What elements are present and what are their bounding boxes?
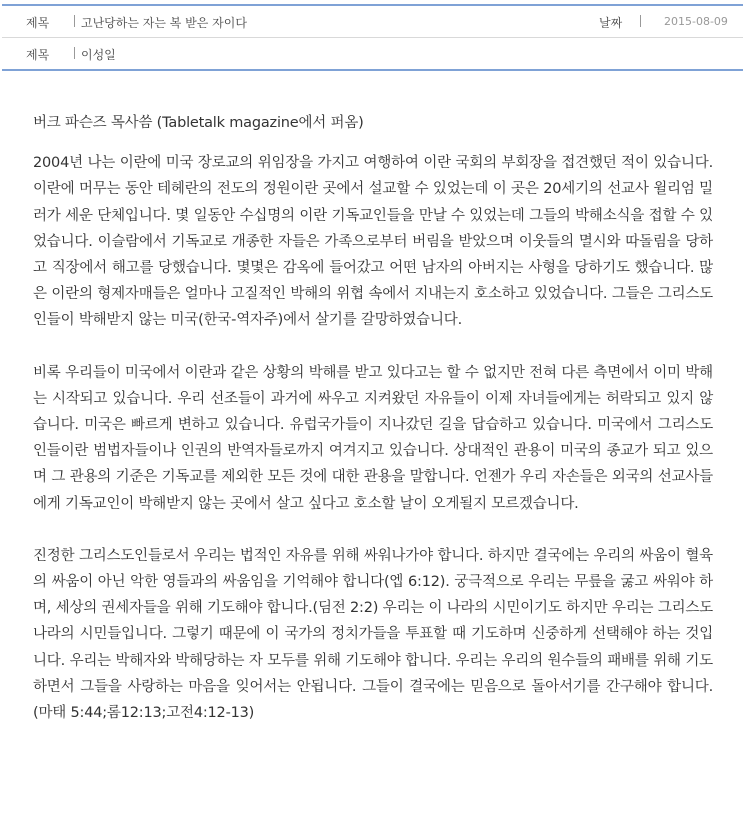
divider <box>74 47 75 59</box>
post-meta-table <box>2 4 743 71</box>
article-paragraph-3: 진정한 그리스도인들로서 우리는 법적인 자유를 위해 싸워나가야 합니다. 하지만 결국에는 우리의 싸움이 혈육의 싸움이 아닌 악한 영들과의 싸움임을 기억해야 합니다(엡 6:12). 궁극적으로 우리는 무릎을 굻고 싸워야 하며, 세상의 권세자들을 위해 기도해야 합니다.(딤전 2:2) 우리는 이 나라의 시민이기도 하지만 우리는 그리스도 나라의 시민들입니다. 그렇기 때문에 이 국가의 정치가들을 투표할 때 기도하며 신중하게 선택해야 하는 것입니다. 우리는 박해자와 박해당하는 자 모두를 위해 기도해야 합니다. 우리는 우리의 원수들의 패배를 위해 기도하면서 그들을 사랑하는 마음을 잊어서는 안됩니다. 그들이 결국에는 믿음으로 돌아서기를 간구해야 합니다. (마태 5:44;롬12:13;고전4:12-13) <box>33 547 713 722</box>
divider <box>640 15 641 27</box>
article-body <box>33 110 713 726</box>
post-title: 고난당하는 자는 복 받은 자이다 <box>81 16 247 30</box>
post-date: 2015-08-09 <box>664 15 728 28</box>
title-row <box>2 6 743 37</box>
divider <box>74 15 75 27</box>
article-paragraph-1: 2004년 나는 이란에 미국 장로교의 위임장을 가지고 여행하여 이란 국회의 부회장을 접견했던 적이 있습니다. 이란에 머무는 동안 테헤란의 전도의 정원이란 곳에서 설교할 수 있었는데 이 곳은 20세기의 선교사 윌리엄 밀러가 세운 단체입니다. 몇 일동안 수십명의 이란 기독교인들을 만날 수 있었는데 그들의 박해소식을 접할 수 있었습니다. 이슬람에서 기독교로 개종한 자들은 가족으로부터 버림을 받았으며 이웃들의 멸시와 따돌림을 당하고 직장에서 해고를 당했습니다. 몇몇은 감옥에 들어갔고 어떤 남자의 아버지는 사형을 당하기도 했습니다. 많은 이란의 형제자매들은 얼마나 고질적인 박해의 위협 속에서 지내는지 호소하고 있었습니다. 그들은 그리스도인들이 박해받지 않는 미국(한국-역자주)에서 살기를 갈망하였습니다. <box>33 155 713 329</box>
post-author: 이성일 <box>81 48 116 62</box>
author-label: 제목 <box>26 48 50 62</box>
author-row <box>2 37 743 69</box>
date-label: 날짜 <box>599 16 623 30</box>
article-paragraph-2: 비록 우리들이 미국에서 이란과 같은 상황의 박해를 받고 있다고는 할 수 없지만 전혀 다른 측면에서 이미 박해는 시작되고 있습니다. 우리 선조들이 과거에 싸우고 지켜왔던 자유들이 이제 자녀들에게는 허락되고 있지 않습니다. 미국은 빠르게 변하고 있습니다. 유럽국가들이 지나갔던 길을 답습하고 있습니다. 미국에서 그리스도인들이란 범법자들이나 인권의 반역자들로까지 여겨지고 있습니다. 상대적인 관용이 미국의 종교가 되고 있으며 그 관용의 기준은 기독교를 제외한 모든 것에 대한 관용을 말합니다. 언젠가 우리 자손들은 외국의 선교사들에게 기독교인이 박해받지 않는 곳에서 살고 싶다고 호소할 날이 오게될지 모르겠습니다. <box>33 364 713 512</box>
article-subtitle: 버크 파슨즈 목사씀 (Tabletalk magazine에서 퍼옴) <box>33 115 364 131</box>
title-label: 제목 <box>26 16 50 30</box>
